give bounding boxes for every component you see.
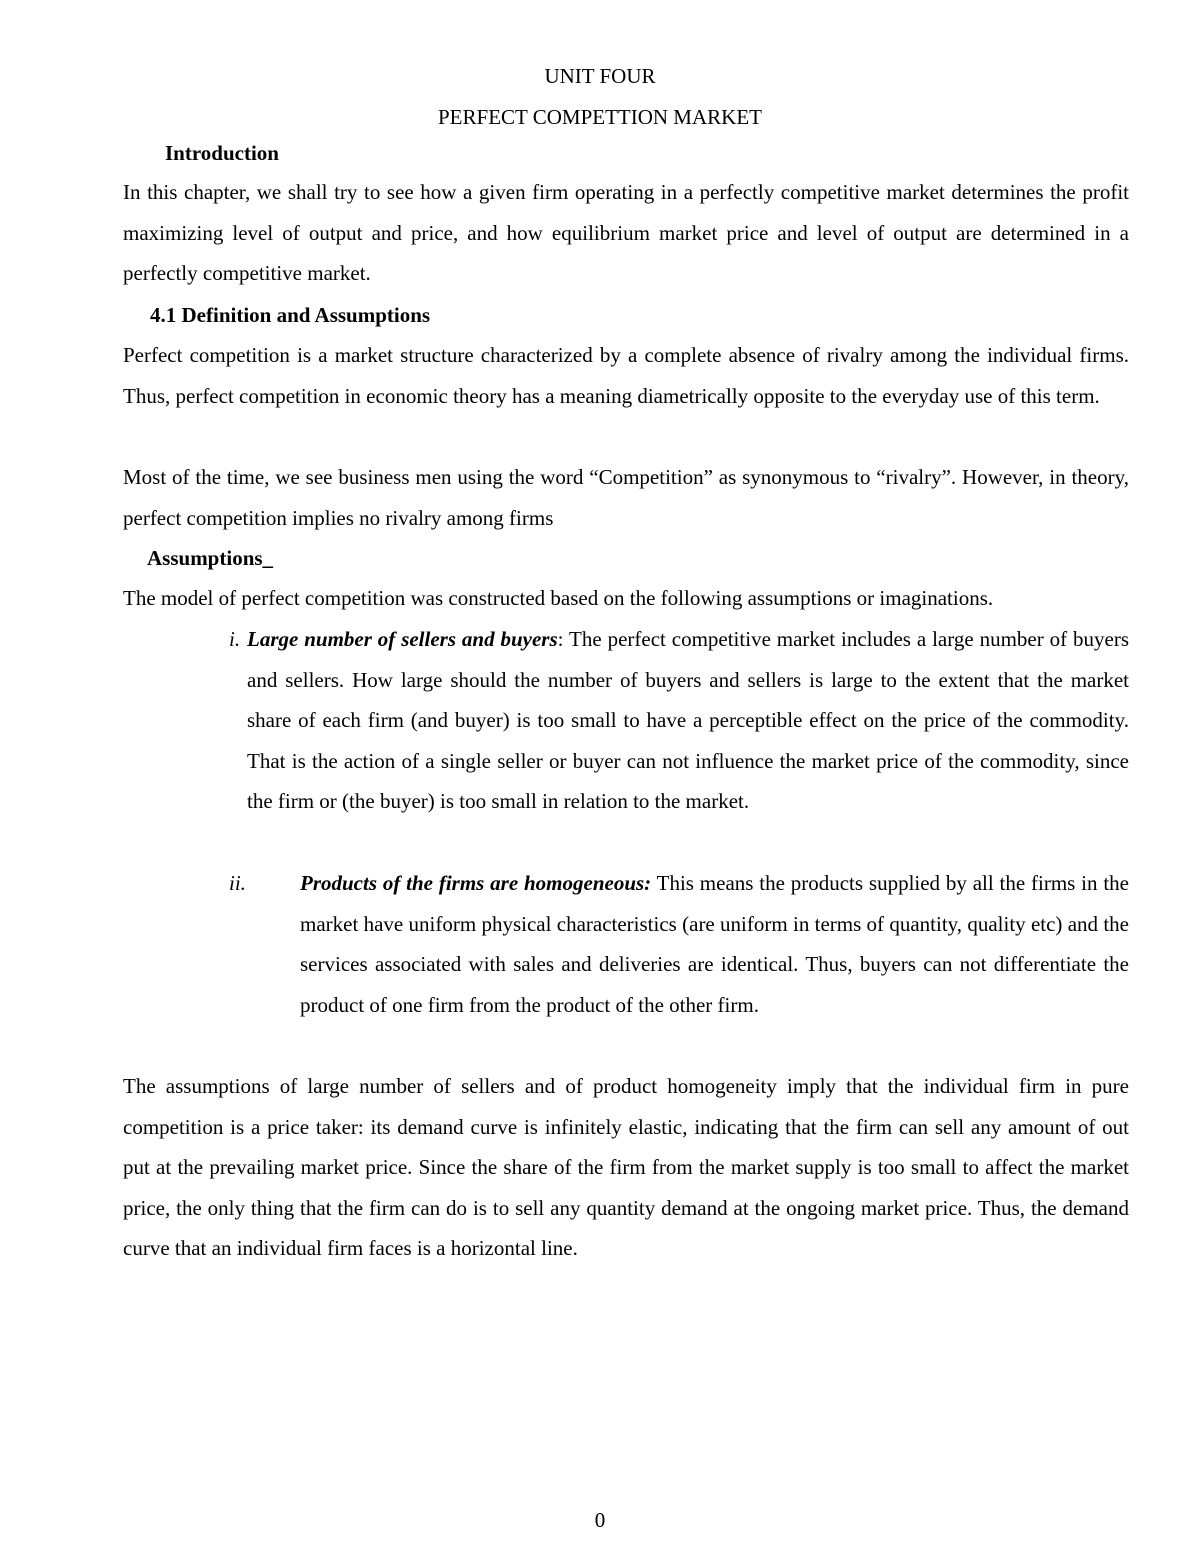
page-number: 0 bbox=[594, 1508, 606, 1532]
assumption-term-1: Large number of sellers and buyers bbox=[247, 627, 558, 651]
definition-paragraph: Perfect competition is a market structure characterized by a complete absence of rivalry among the individual firms. Thus, perfect competition in economic theory has a meaning diametrically opposite to the everyday use of this term. bbox=[123, 343, 1129, 408]
unit-title: UNIT FOUR bbox=[544, 64, 656, 88]
assumption-item-2 bbox=[300, 863, 1129, 1025]
conclusion-paragraph: The assumptions of large number of sellers and of product homogeneity imply that the individual firm in pure competition is a price taker: its demand curve is infinitely elastic, indicating that the firm can sell any amount of out put at the prevailing market price. Since the share of the firm from the market supply is too small to affect the market price, the only thing that the firm can do is to sell any quantity demand at the ongoing market price. Thus, the demand curve that an individual firm faces is a horizontal line. bbox=[123, 1074, 1129, 1261]
assumption-text-2: This means the products supplied by all the firms in the market have uniform physical characteristics (are uniform in terms of quantity, quality etc) and the services associated with sales and deliveries are identical. Thus, buyers can not differentiate the product of one firm from the product of the other firm. bbox=[300, 871, 1129, 1017]
assumption-text-1: : The perfect competitive market includes a large number of buyers and sellers. How large should the number of buyers and sellers is large to the extent that the market share of each firm (and buyer) is too small to have a perceptible effect on the price of the commodity. That is the action of a single seller or buyer can not influence the market price of the commodity, since the firm or (the buyer) is too small in relation to the market. bbox=[247, 627, 1129, 814]
section-heading: 4.1 Definition and Assumptions bbox=[150, 303, 431, 327]
chapter-title: PERFECT COMPETTION MARKET bbox=[438, 105, 762, 129]
assumption-marker-1: i. bbox=[229, 627, 241, 651]
assumptions-intro: The model of perfect competition was constructed based on the following assumptions or imaginations. bbox=[123, 586, 994, 610]
assumption-marker-2: ii. bbox=[229, 871, 246, 895]
introduction-heading: Introduction bbox=[165, 141, 279, 165]
assumptions-heading: Assumptions_ bbox=[147, 546, 274, 570]
assumption-term-2: Products of the firms are homogeneous: bbox=[300, 871, 652, 895]
rivalry-paragraph: Most of the time, we see business men using the word “Competition” as synonymous to “rivalry”. However, in theory, perfect competition implies no rivalry among firms bbox=[123, 465, 1129, 530]
assumption-item-1 bbox=[247, 619, 1129, 822]
introduction-paragraph: In this chapter, we shall try to see how a given firm operating in a perfectly competitive market determines the profit maximizing level of output and price, and how equilibrium market price and level of output are determined in a perfectly competitive market. bbox=[123, 180, 1129, 286]
